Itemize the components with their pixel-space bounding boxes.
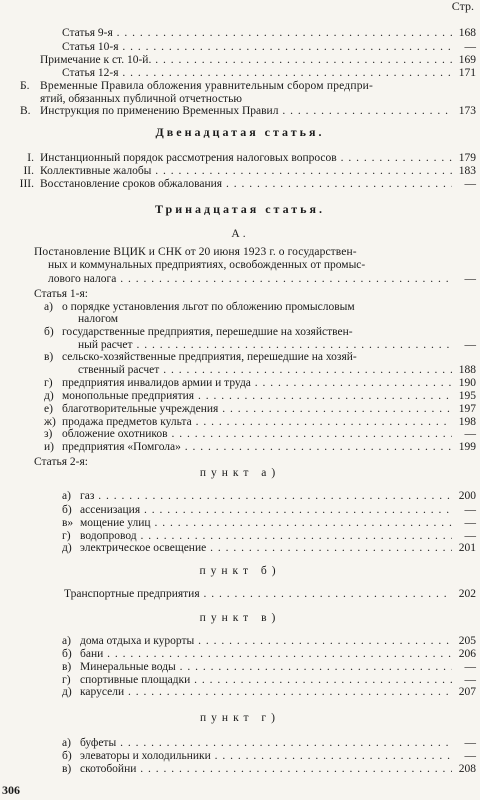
toc-entry-cont [0,364,480,377]
entry-label: в» [62,517,74,529]
entry-text: водопровод . . . [80,530,452,543]
entry-text: ный расчет . . . [78,339,452,352]
entry-text: государственные предприятия, перешедшие на хозяйствен- [62,326,353,338]
entry-page: — [464,674,476,686]
toc-entry [0,648,480,661]
entry-text: о порядке установления льгот по обложению промысловым [62,301,355,313]
entry-page: — [464,530,476,542]
entry-page: 183 [458,165,476,177]
entry-label: б) [62,648,72,660]
entry-page: 190 [458,377,476,389]
entry-text: сельско-хозяйственные предприятия, перешедшие на хозяй- [62,351,357,363]
decree-line: Постановление ВЦИК и СНК от 20 июня 1923 г. о государствен- [34,246,357,258]
point-b-heading: пункт б) [199,565,281,577]
toc-entry [0,588,480,601]
entry-page: 173 [458,105,476,117]
point-v-heading: пункт в) [199,612,281,624]
entry-page: 200 [458,490,476,502]
entry-page: 179 [458,152,476,164]
entry-page: — [464,504,476,516]
entry-page: 197 [458,403,476,415]
entry-text: Статья 12-я . . . [62,67,452,80]
entry-label: а) [62,737,71,749]
entry-label: г) [62,674,71,686]
entry-page: 188 [458,364,476,376]
entry-page: 198 [458,416,476,428]
toc-entry [0,403,480,416]
entry-text: монопольные предприятия . . . [62,390,452,403]
entry-page: 207 [458,686,476,698]
toc-entry [0,635,480,648]
entry-label: в) [44,351,54,363]
entry-text: скотобойни . . . [80,763,452,776]
toc-entry [0,27,480,40]
entry-label: д) [44,390,54,402]
entry-page: — [464,750,476,762]
entry-page: — [464,517,476,529]
entry-text: лового налога . . . [48,273,452,286]
section-a-heading: А. [231,228,249,240]
toc-entry [0,517,480,530]
entry-page: 169 [458,54,476,66]
entry-text: Транспортные предприятия . . . [64,588,452,601]
entry-label: в) [62,661,72,673]
entry-label: ж) [44,416,56,428]
entry-text: буфеты . . . [80,737,452,750]
entry-label: е) [44,403,53,415]
entry-text: благотворительные учреждения . . . [62,403,452,416]
entry-text: бани . . . [80,648,452,661]
entry-label: з) [44,428,53,440]
entry-page: — [464,339,476,351]
entry-page: — [464,178,476,190]
entry-text: налогом [78,313,119,325]
entry-label: г) [62,530,71,542]
entry-page: 205 [458,635,476,647]
entry-label: II. [23,165,34,177]
entry-label: В. [20,105,31,117]
entry-text: Инстанционный порядок рассмотрения налоговых вопросов . . . [40,152,452,165]
toc-entry [0,41,480,54]
toc-entry [0,326,480,339]
entry-text: Статья 9-я . . . [62,27,452,40]
entry-text: карусели . . . [80,686,452,699]
entry-label: б) [44,326,54,338]
page-column-header: Стр. [451,0,474,13]
toc-entry [0,542,480,555]
entry-label: Б. [20,80,30,92]
entry-page: — [464,737,476,749]
entry-text: Статья 10-я . . . [62,41,452,54]
toc-entry [0,750,480,763]
entry-text: Коллективные жалобы . . . [40,165,452,178]
entry-label: г) [44,377,53,389]
entry-label: в) [62,763,72,775]
toc-entry [0,165,480,178]
entry-text: Инструкция по применению Временных Правил . . . [40,105,452,118]
toc-entry [0,152,480,165]
entry-text: ственный расчет . . . [78,364,452,377]
toc-entry [0,737,480,750]
point-a-heading: пункт а) [199,467,281,479]
entry-text: мощение улиц . . . [80,517,452,530]
entry-page: — [464,273,476,285]
entry-page: 199 [458,441,476,453]
toc-entry [0,377,480,390]
entry-text: Временные Правила обложения уравнительным сбором предпри- [40,80,374,92]
entry-page: 201 [458,542,476,554]
entry-text: спортивные площадки . . . [80,674,452,687]
entry-label: а) [62,635,71,647]
toc-entry-b [0,80,480,93]
entry-page: — [464,428,476,440]
entry-text: электрическое освещение . . . [80,542,452,555]
toc-entry [0,661,480,674]
article-2-label: Статья 2-я: [34,456,88,468]
entry-text: ассенизация . . . [80,504,452,517]
entry-text: ятий, обязанных публичной отчетностью [40,93,242,105]
entry-label: а) [62,490,71,502]
toc-entry [0,763,480,776]
entry-label: а) [44,301,53,313]
toc-entry-cont [0,313,480,326]
entry-label: д) [62,542,72,554]
entry-text: продажа предметов культа . . . [62,416,452,429]
toc-entry [0,490,480,503]
toc-entry [0,686,480,699]
page-number: 306 [2,783,20,797]
toc-entry [0,178,480,191]
entry-text: обложение охотников . . . [62,428,452,441]
entry-text: элеваторы и холодильники . . . [80,750,452,763]
entry-page: — [464,41,476,53]
toc-entry-v [0,105,480,118]
entry-page: 168 [458,27,476,39]
entry-page: 195 [458,390,476,402]
toc-entry [0,504,480,517]
entry-label: б) [62,504,72,516]
entry-text: предприятия инвалидов армии и труда . . . [62,377,452,390]
decree-last-line [0,273,480,286]
entry-text: дома отдыха и курорты . . . [80,635,452,648]
entry-text: Восстановление сроков обжалования . . . [40,178,452,191]
entry-label: д) [62,686,72,698]
entry-label: и) [44,441,54,453]
toc-entry [0,441,480,454]
entry-page: 208 [458,763,476,775]
entry-text: газ . . . [80,490,452,503]
toc-entry [0,428,480,441]
decree-line: ных и коммунальных предприятиях, освобожденных от промыс- [48,259,366,271]
toc-entry [0,390,480,403]
toc-entry [0,54,480,67]
entry-page: 206 [458,648,476,660]
entry-text: предприятия «Помгола» . . . [62,441,452,454]
article-13-heading: Тринадцатая статья. [154,202,326,216]
entry-page: — [464,661,476,673]
entry-text: Минеральные воды . . . [80,661,452,674]
toc-entry [0,67,480,80]
entry-label: III. [19,178,34,190]
entry-text: Примечание к ст. 10-й. . . . [40,54,452,67]
entry-page: 202 [458,588,476,600]
entry-label: I. [27,152,34,164]
toc-entry [0,351,480,364]
entry-label: б) [62,750,72,762]
entry-page: 171 [458,67,476,79]
article-12-heading: Двенадцатая статья. [155,125,325,139]
article-1-label: Статья 1-я: [34,288,88,300]
point-g-heading: пункт г) [200,712,280,724]
